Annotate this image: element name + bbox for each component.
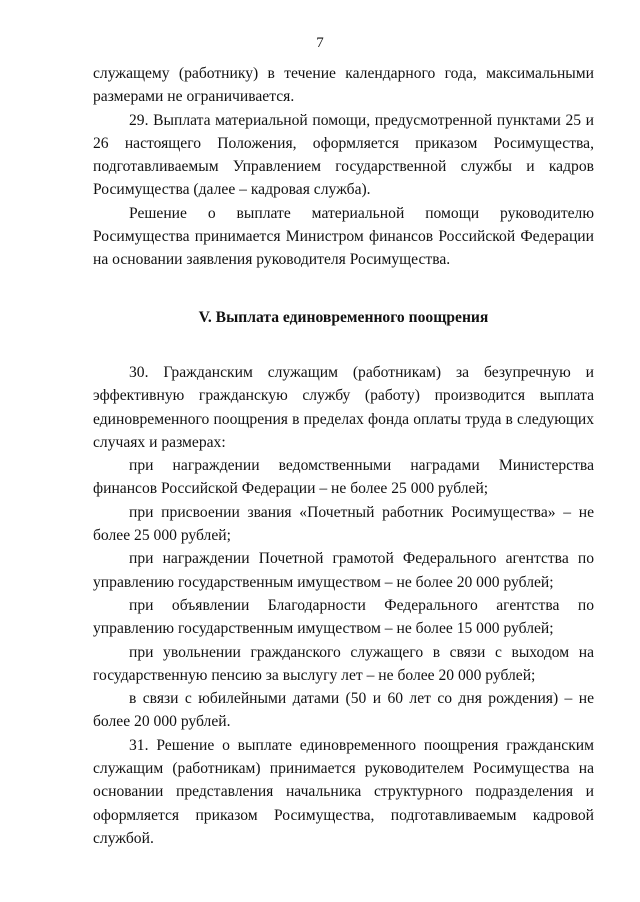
page-number: 7 <box>316 35 324 51</box>
paragraph-31: 31. Решение о выплате единовременного поощрения гражданским служащим (работникам) принимается руководителем Росимущества на основании представления начальника структурного подразделения и оформляется приказом Росимущества, подготавливаемым кадровой службой. <box>93 736 594 847</box>
paragraph-30: 30. Гражданским служащим (работникам) за безупречную и эффективную гражданскую службу (работу) производится выплата единовременного поощрения в пределах фонда оплаты труда в следующих случаях и размерах: <box>93 363 594 451</box>
document-body <box>93 62 594 850</box>
paragraph-decision-head: Решение о выплате материальной помощи руководителю Росимущества принимается Министром финансов Российской Федерации на основании заявления руководителя Росимущества. <box>93 204 594 269</box>
section-title: V. Выплата единовременного поощрения <box>198 308 489 326</box>
list-item-retirement: при увольнении гражданского служащего в связи с выходом на государственную пенсию за выслугу лет – не более 20 000 рублей; <box>93 643 594 684</box>
list-item-gratitude: при объявлении Благодарности Федерального агентства по управлению государственным имуществом – не более 15 000 рублей; <box>93 596 594 638</box>
list-item-certificate: при награждении Почетной грамотой Федерального агентства по управлению государственным имуществом – не более 20 000 рублей; <box>93 550 594 591</box>
paragraph-continuation: служащему (работнику) в течение календарного года, максимальными размерами не ограничивается. <box>93 65 594 106</box>
list-item-anniversary: в связи с юбилейными датами (50 и 60 лет со дня рождения) – не более 20 000 рублей. <box>93 690 594 731</box>
paragraph-29: 29. Выплата материальной помощи, предусмотренной пунктами 25 и 26 настоящего Положения, оформляется приказом Росимущества, подготавливаемым Управлением государственной службы и кадров Росимущества (далее – кадровая служба). <box>93 111 594 199</box>
list-item-honorary-title: при присвоении звания «Почетный работник Росимущества» – не более 25 000 рублей; <box>93 503 594 545</box>
list-item-ministry-awards: при награждении ведомственными наградами Министерства финансов Российской Федерации – не более 25 000 рублей; <box>93 457 594 498</box>
